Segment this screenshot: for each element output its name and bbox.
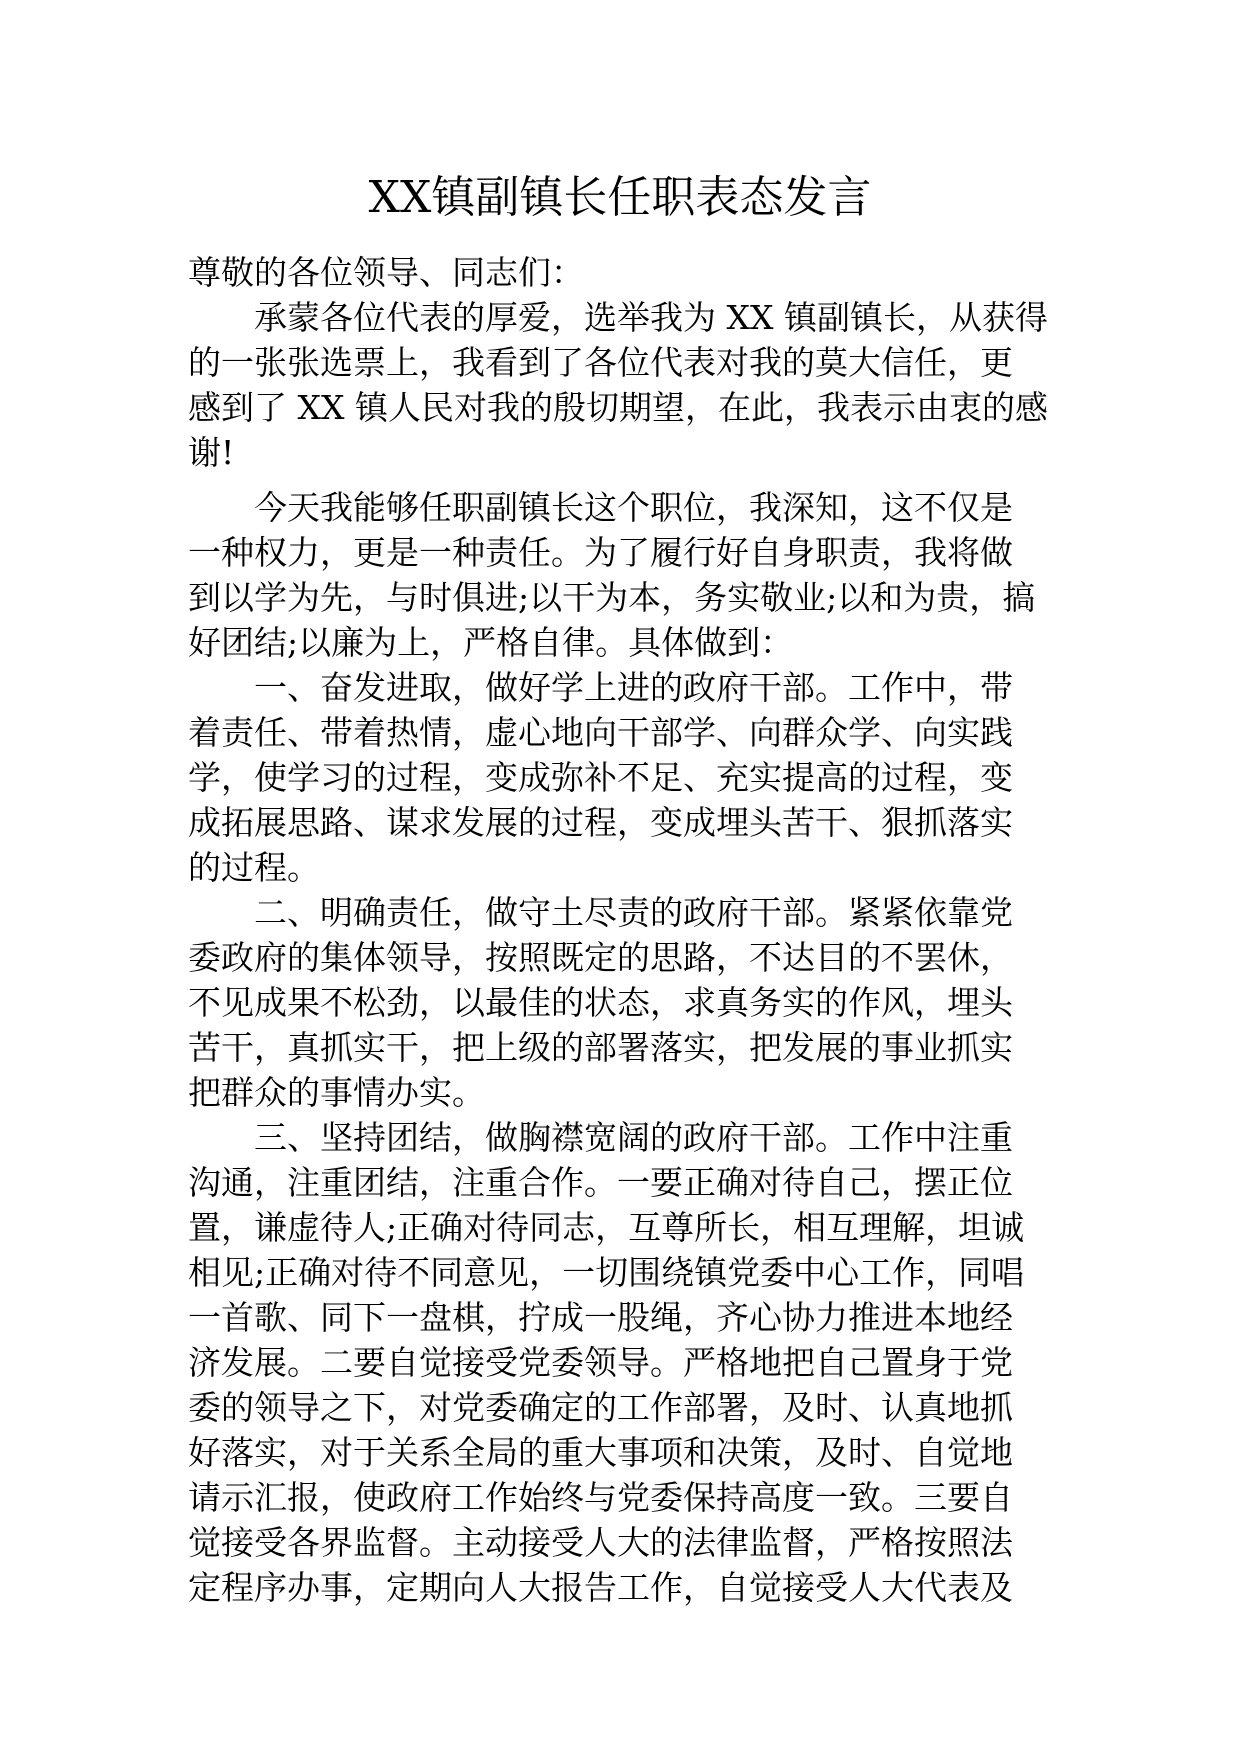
paragraph-line: 相见;正确对待不同意见，一切围绕镇党委中心工作，同唱	[188, 1253, 1025, 1292]
paragraph-line: 的过程。	[188, 848, 320, 887]
paragraph-line: 觉接受各界监督。主动接受人大的法律监督，严格按照法	[188, 1523, 1013, 1562]
paragraph-line: 一、奋发进取，做好学上进的政府干部。工作中，带	[254, 668, 1013, 707]
paragraph-line: 三、坚持团结，做胸襟宽阔的政府干部。工作中注重	[254, 1118, 1013, 1157]
paragraph-line: 一首歌、同下一盘棋，拧成一股绳，齐心协力推进本地经	[188, 1298, 1013, 1337]
paragraph-2	[188, 485, 1054, 665]
paragraph-line: 好团结;以廉为上，严格自律。具体做到：	[188, 623, 794, 662]
paragraph-line: 把群众的事情办实。	[188, 1073, 485, 1112]
paragraph-line: 济发展。二要自觉接受党委领导。严格地把自己置身于党	[188, 1343, 1013, 1382]
paragraph-line: 二、明确责任，做守土尽责的政府干部。紧紧依靠党	[254, 893, 1013, 932]
paragraph-line: 不见成果不松劲，以最佳的状态，求真务实的作风，埋头	[188, 983, 1013, 1022]
paragraph-line: 今天我能够任职副镇长这个职位，我深知，这不仅是	[254, 488, 1013, 527]
paragraph-line: 成拓展思路、谋求发展的过程，变成埋头苦干、狠抓落实	[188, 803, 1013, 842]
paragraph-line: 一种权力，更是一种责任。为了履行好自身职责，我将做	[188, 533, 1013, 572]
paragraph-line: 感到了 XX 镇人民对我的殷切期望，在此，我表示由衷的感	[188, 388, 1048, 427]
paragraph-line: 置，谦虚待人;正确对待同志，互尊所长，相互理解，坦诚	[188, 1208, 1025, 1247]
paragraph-line: 委的领导之下，对党委确定的工作部署，及时、认真地抓	[188, 1388, 1013, 1427]
paragraph-5	[188, 1115, 1054, 1610]
paragraph-4	[188, 890, 1054, 1115]
document-body	[188, 250, 1054, 1610]
salutation: 尊敬的各位领导、同志们：	[188, 253, 584, 292]
paragraph-line: 沟通，注重团结，注重合作。一要正确对待自己，摆正位	[188, 1163, 1013, 1202]
paragraph-line: 的一张张选票上，我看到了各位代表对我的莫大信任，更	[188, 343, 1013, 382]
paragraph-line: 苦干，真抓实干，把上级的部署落实，把发展的事业抓实	[188, 1028, 1013, 1067]
document-title: XX镇副镇长任职表态发言	[368, 172, 872, 223]
paragraph-line: 好落实，对于关系全局的重大事项和决策，及时、自觉地	[188, 1433, 1013, 1472]
paragraph-line: 到以学为先，与时俱进;以干为本，务实敬业;以和为贵，搞	[188, 578, 1036, 617]
paragraph-line: 学，使学习的过程，变成弥补不足、充实提高的过程，变	[188, 758, 1013, 797]
paragraph-line: 请示汇报，使政府工作始终与党委保持高度一致。三要自	[188, 1478, 1013, 1517]
paragraph-line: 谢!	[188, 433, 235, 472]
paragraph-line: 着责任、带着热情，虚心地向干部学、向群众学、向实践	[188, 713, 1013, 752]
paragraph-line: 定程序办事，定期向人大报告工作，自觉接受人大代表及	[188, 1568, 1013, 1607]
paragraph-line: 承蒙各位代表的厚爱，选举我为 XX 镇副镇长，从获得	[254, 298, 1048, 337]
paragraph-1	[188, 295, 1054, 475]
paragraph-3	[188, 665, 1054, 890]
paragraph-line: 委政府的集体领导，按照既定的思路，不达目的不罢休，	[188, 938, 1013, 977]
